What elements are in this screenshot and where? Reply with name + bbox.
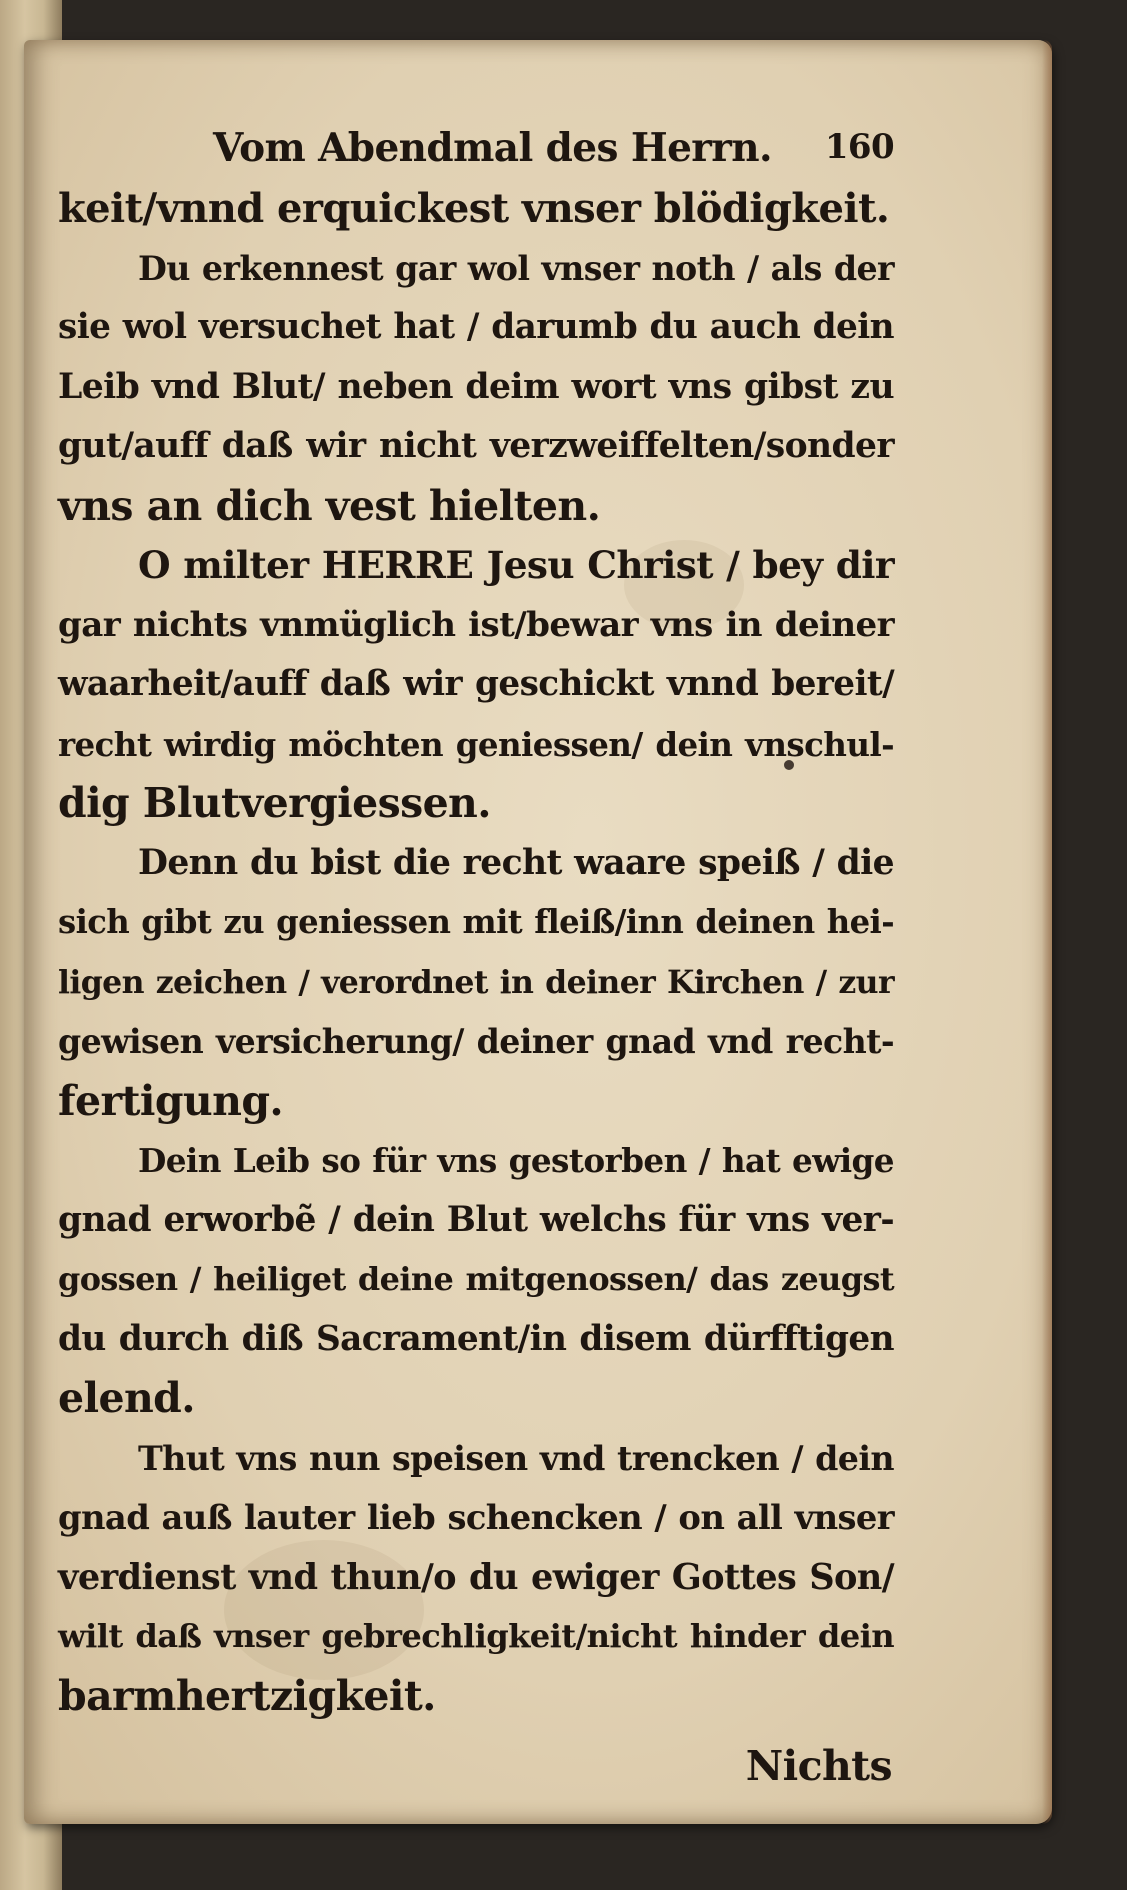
- text-line: Leib vnd Blut/ neben deim wort vns gibst zu: [58, 366, 894, 407]
- text-line: waarheit/auff daß wir geschickt vnnd bereit/: [58, 664, 894, 704]
- text-line: elend.: [58, 1374, 195, 1422]
- text-line: ligen zeichen / verordnet in deiner Kirchen / zur: [58, 963, 894, 1001]
- text-line: verdienst vnd thun/o du ewiger Gottes Son/: [58, 1556, 894, 1598]
- text-line: Denn du bist die recht waare speiß / die: [138, 842, 894, 883]
- text-line: sich gibt zu geniessen mit fleiß/inn deinen hei-: [58, 903, 894, 941]
- text-line: keit/vnnd erquickest vnser blödigkeit.: [58, 185, 890, 232]
- text-line: dig Blutvergiessen.: [58, 779, 491, 827]
- running-header: [58, 125, 894, 179]
- text-line: wilt daß vnser gebrechligkeit/nicht hinder dein: [58, 1617, 894, 1655]
- text-line: Thut vns nun speisen vnd trencken / dein: [138, 1438, 894, 1478]
- text-line: Du erkennest gar wol vnser noth / als der: [138, 248, 894, 288]
- catchword: Nichts: [745, 1742, 892, 1790]
- text-line: O milter HERRE Jesu Christ / bey dir: [138, 543, 894, 587]
- text-line: barmhertzigkeit.: [58, 1671, 436, 1720]
- text-line: sie wol versuchet hat / darumb du auch dein: [58, 307, 894, 347]
- page-text-block: [58, 125, 894, 1806]
- text-line: gar nichts vnmüglich ist/bewar vns in deiner: [58, 604, 894, 645]
- text-line: vns an dich vest hielten.: [58, 481, 601, 530]
- text-line: gut/auff daß wir nicht verzweiffelten/sonder: [58, 426, 894, 466]
- body-text: [58, 179, 894, 1726]
- text-line: recht wirdig möchten geniessen/ dein vnschul-: [58, 724, 894, 764]
- text-line: du durch diß Sacrament/in disem dürfftigen: [58, 1318, 894, 1359]
- text-line: gossen / heiliget deine mitgenossen/ das zeugst: [58, 1260, 894, 1298]
- text-line: gewisen versicherung/ deiner gnad vnd recht-: [58, 1022, 894, 1061]
- text-line: gnad erworbẽ / dein Blut welchs für vns ver-: [58, 1199, 894, 1240]
- page-number: 160: [824, 127, 894, 167]
- text-line: Dein Leib so für vns gestorben / hat ewige: [138, 1141, 894, 1180]
- running-title: Vom Abendmal des Herrn.: [213, 125, 772, 171]
- text-line: gnad auß lauter lieb schencken / on all vnser: [58, 1497, 894, 1537]
- text-line: fertigung.: [58, 1076, 284, 1125]
